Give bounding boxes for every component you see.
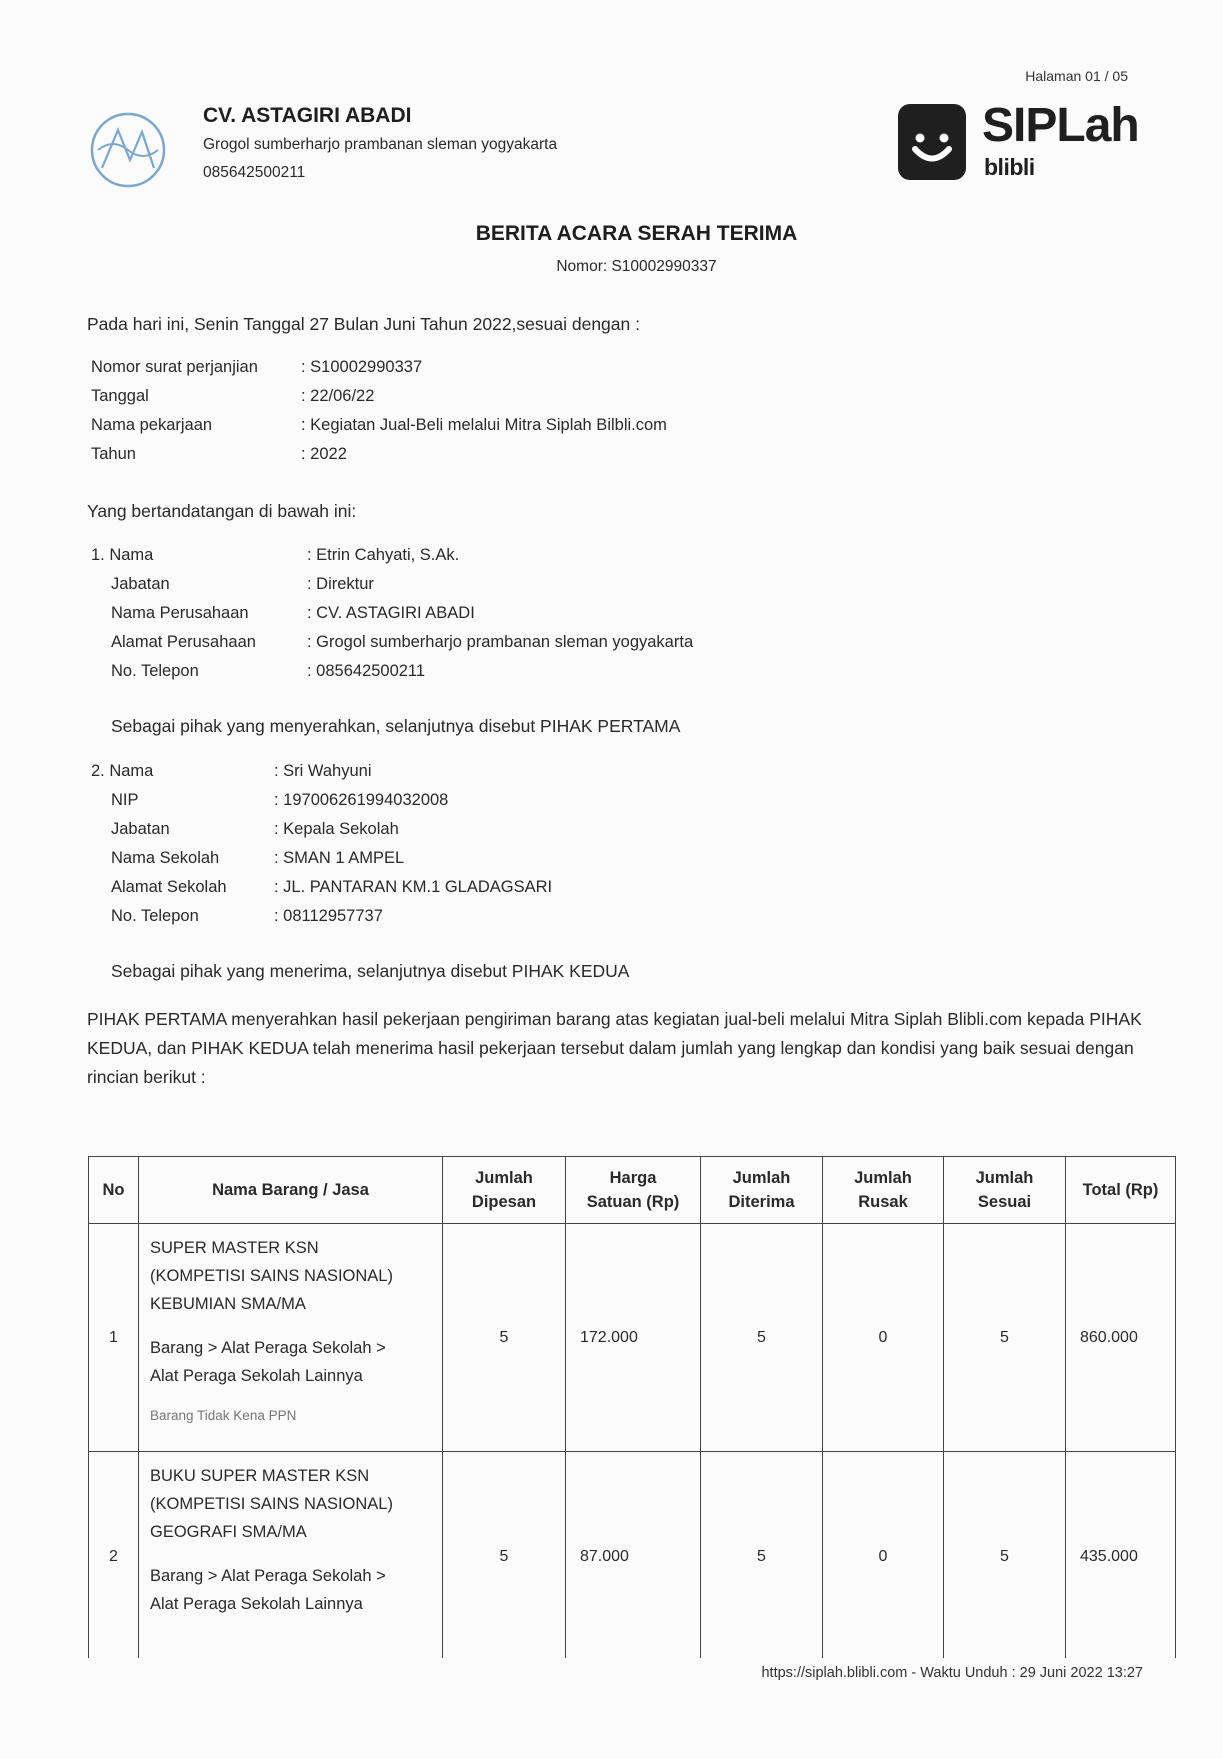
contract-value: : 2022 [301, 445, 347, 463]
table-row [89, 1224, 1176, 1452]
first-party-statement: Sebagai pihak yang menyerahkan, selanjutnya disebut PIHAK PERTAMA [111, 716, 681, 736]
qty-damaged: 0 [823, 1224, 944, 1452]
qty-received: 5 [701, 1224, 823, 1452]
contract-value: : 22/06/22 [301, 387, 375, 405]
item-name: SUPER MASTER KSN (KOMPETISI SAINS NASIONAL) KEBUMIAN SMA/MA [150, 1239, 393, 1313]
qty-ordered: 5 [443, 1224, 566, 1452]
item-category: Barang > Alat Peraga Sekolah > Alat Peraga Sekolah Lainnya [150, 1339, 386, 1385]
qty-ordered: 5 [443, 1452, 566, 1662]
contract-label: Tanggal [91, 387, 149, 405]
contract-label: Nama pekarjaan [91, 416, 213, 434]
row-total: 435.000 [1066, 1452, 1176, 1662]
contract-label: Nomor surat perjanjian [91, 358, 258, 376]
col-header-price: Harga Satuan (Rp) [566, 1157, 701, 1224]
item-name: BUKU SUPER MASTER KSN (KOMPETISI SAINS NASIONAL) GEOGRAFI SMA/MA [150, 1467, 393, 1541]
party-label: Nama Sekolah [111, 849, 220, 867]
page-indicator: Halaman 01 / 05 [1025, 68, 1128, 84]
qty-damaged: 0 [823, 1452, 944, 1662]
qty-received: 5 [701, 1452, 823, 1662]
party-label: Jabatan [111, 575, 170, 593]
item-category: Barang > Alat Peraga Sekolah > Alat Peraga Sekolah Lainnya [150, 1567, 386, 1613]
col-header-total: Total (Rp) [1066, 1157, 1176, 1224]
party-label: Alamat Sekolah [111, 878, 227, 896]
party-label: No. Telepon [111, 662, 199, 680]
party-label: Alamat Perusahaan [111, 633, 256, 651]
intro-sentence: Pada hari ini, Senin Tanggal 27 Bulan Juni Tahun 2022,sesuai dengan : [87, 314, 640, 334]
party-value: : 085642500211 [307, 662, 426, 680]
col-header-matched: Jumlah Sesuai [944, 1157, 1066, 1224]
party-value: : Kepala Sekolah [274, 820, 399, 838]
party-value: : SMAN 1 AMPEL [274, 849, 405, 867]
contract-value: : S10002990337 [301, 358, 423, 376]
party-value: : 08112957737 [274, 907, 383, 925]
col-header-damaged: Jumlah Rusak [823, 1157, 944, 1224]
col-header-received: Jumlah Diterima [701, 1157, 823, 1224]
item-details-table [88, 1156, 1176, 1662]
party-value: : Sri Wahyuni [274, 762, 372, 780]
party-label: No. Telepon [111, 907, 199, 925]
row-no: 2 [89, 1452, 139, 1662]
party-value: : CV. ASTAGIRI ABADI [307, 604, 475, 622]
company-logo [88, 110, 168, 190]
siplah-wordmark: SIPLah [982, 99, 1139, 152]
document-title: BERITA ACARA SERAH TERIMA [475, 222, 798, 245]
party-value: : 197006261994032008 [274, 791, 449, 809]
party-value: : Grogol sumberharjo prambanan sleman yogyakarta [307, 633, 694, 651]
document-number: Nomor: S10002990337 [556, 258, 717, 275]
qty-matched: 5 [944, 1224, 1066, 1452]
company-address: Grogol sumberharjo prambanan sleman yogyakarta [203, 136, 558, 153]
qty-matched: 5 [944, 1452, 1066, 1662]
second-party-statement: Sebagai pihak yang menerima, selanjutnya disebut PIHAK KEDUA [111, 961, 630, 981]
contract-value: : Kegiatan Jual-Beli melalui Mitra Siplah Bilbli.com [301, 416, 667, 434]
party-label: Jabatan [111, 820, 170, 838]
party-label: NIP [111, 791, 139, 809]
row-total: 860.000 [1066, 1224, 1176, 1452]
unit-price: 87.000 [566, 1452, 701, 1662]
signers-intro: Yang bertandatangan di bawah ini: [87, 501, 357, 521]
item-cell [139, 1452, 443, 1662]
item-cell [139, 1224, 443, 1452]
col-header-item: Nama Barang / Jasa [139, 1157, 443, 1224]
party-value: : Direktur [307, 575, 374, 593]
blibli-wordmark: blibli [984, 154, 1035, 180]
party-value: : Etrin Cahyati, S.Ak. [307, 546, 460, 564]
col-header-no: No [89, 1157, 139, 1224]
company-name: CV. ASTAGIRI ABADI [203, 104, 412, 127]
party-value: : JL. PANTARAN KM.1 GLADAGSARI [274, 878, 553, 896]
tax-note: Barang Tidak Kena PPN [150, 1408, 297, 1423]
table-row [89, 1452, 1176, 1662]
handover-paragraph: PIHAK PERTAMA menyerahkan hasil pekerjaan pengiriman barang atas kegiatan jual-beli melalui Mitra Siplah Blibli.com kepada PIHAK KEDUA, dan PIHAK KEDUA telah menerima hasil pekerjaan tersebut dalam jumlah yang lengkap dan kondisi yang baik sesuai dengan rincian berikut : [87, 1009, 1142, 1087]
unit-price: 172.000 [566, 1224, 701, 1452]
party-label: Nama Perusahaan [111, 604, 249, 622]
siplah-blibli-logo [898, 99, 1148, 184]
col-header-ordered: Jumlah Dipesan [443, 1157, 566, 1224]
company-phone: 085642500211 [203, 164, 306, 181]
party-label: 2. Nama [91, 762, 154, 780]
party-label: 1. Nama [91, 546, 154, 564]
download-footer: https://siplah.blibli.com - Waktu Unduh : 29 Juni 2022 13:27 [761, 1665, 1143, 1681]
table-header-row [89, 1157, 1176, 1224]
row-no: 1 [89, 1224, 139, 1452]
contract-label: Tahun [91, 445, 136, 463]
smile-icon [898, 104, 966, 180]
